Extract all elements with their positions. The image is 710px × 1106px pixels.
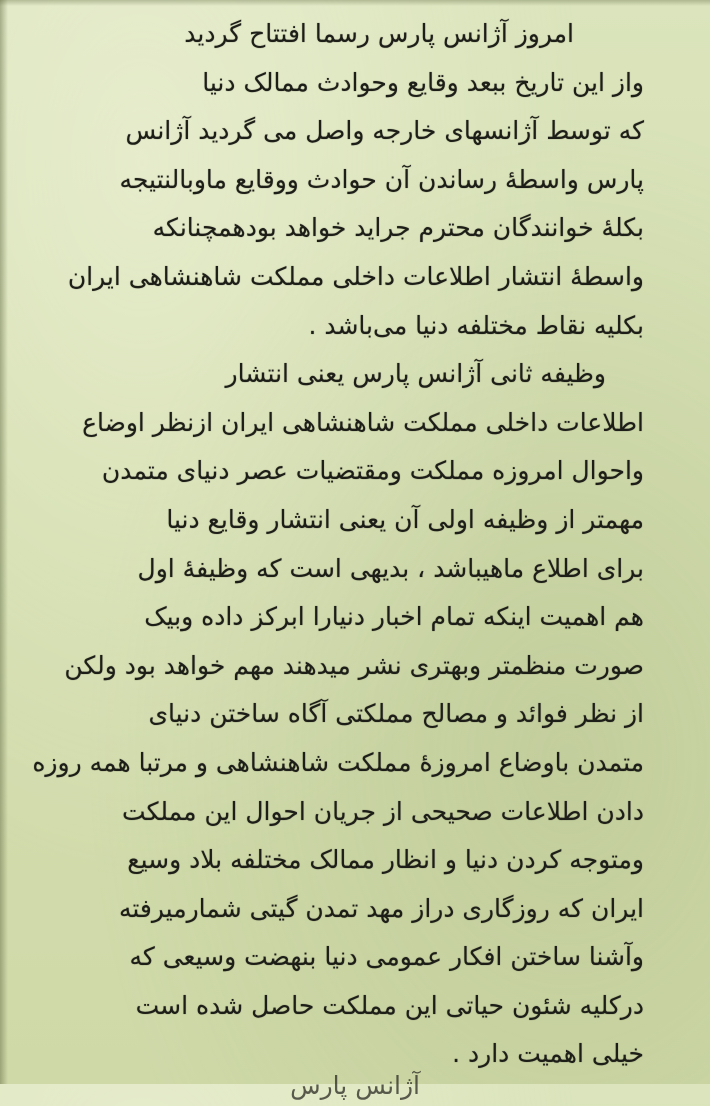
article-line: وظیفه ثانی آژانس پارس یعنی انتشار [225, 359, 606, 389]
article-line: متمدن باوضاع امروزهٔ مملکت شاهنشاهی و مرتبا همه روزه [32, 747, 644, 777]
article-line: صورت منظمتر وبهتری نشر میدهند مهم خواهد بود ولکن [64, 650, 644, 680]
article-line: بکلهٔ خوانندگان محترم جراید خواهد بودهمچنانکه [152, 213, 644, 243]
article-line: بکلیه نقاط مختلفه دنیا می‌باشد . [308, 310, 644, 340]
article-line: که توسط آژانسهای خارجه واصل می گردید آژانس [125, 116, 644, 146]
article-line: مهمتر از وظیفه اولی آن یعنی انتشار وقایع دنیا [166, 504, 644, 534]
article-line: پارس واسطهٔ رساندن آن حوادث ووقایع ماوبالنتیجه [119, 164, 644, 194]
article-line: ومتوجه کردن دنیا و انظار ممالک مختلفه بلاد وسیع [127, 845, 644, 875]
article-line: ایران که روزگاری دراز مهد تمدن گیتی شمارمیرفته [118, 893, 644, 923]
article-line: واز این تاریخ ببعد وقایع وحوادث ممالک دنیا [202, 67, 644, 97]
article-line: برای اطلاع ماهیباشد ، بدیهی است که وظیفهٔ اول [137, 553, 644, 583]
page-top-shadow [0, 0, 710, 6]
article-line: هم اهمیت اینکه تمام اخبار دنیارا ابرکز داده وبیک [144, 602, 644, 632]
article-line: وآشنا ساختن افکار عمومی دنیا بنهضت وسیعی که [129, 942, 644, 972]
article-line: امروز آژانس پارس رسما افتتاح گردید [184, 19, 574, 48]
article-line: اطلاعات داخلی مملکت شاهنشاهی ایران ازنظر اوضاع [82, 407, 644, 437]
article-line: واسطهٔ انتشار اطلاعات داخلی مملکت شاهنشاهی ایران [67, 261, 644, 291]
article-line: خیلی اهمیت دارد . [452, 1039, 644, 1069]
article-line: درکلیه شئون حیاتی این مملکت حاصل شده است [135, 990, 644, 1020]
page-edge-shadow [0, 0, 8, 1084]
article-line: دادن اطلاعات صحیحی از جریان احوال این مملکت [122, 796, 644, 826]
article-line: واحوال امروزه مملکت ومقتضیات عصر دنیای متمدن [101, 456, 644, 486]
article-body [14, 10, 644, 1079]
cut-off-line: آژانس پارس [290, 1071, 420, 1100]
article-line: از نظر فوائد و مصالح مملکتی آگاه ساختن دنیای [148, 699, 644, 729]
